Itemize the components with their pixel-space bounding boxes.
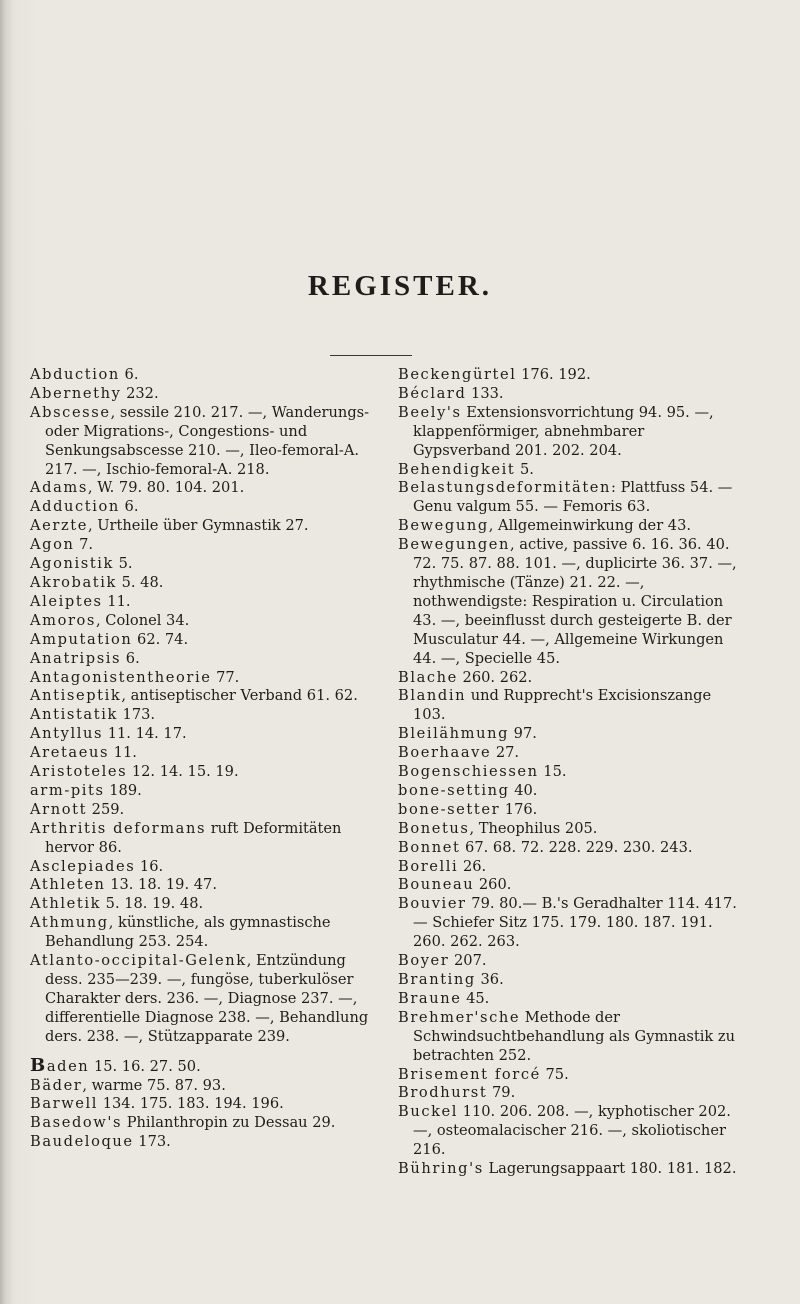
index-entry (398, 669, 743, 688)
index-entry (30, 914, 375, 952)
index-entry-references: ruft Deformitäten hervor 86. (45, 819, 342, 856)
index-entry (30, 1077, 375, 1096)
index-entry-references: 16. (135, 857, 164, 875)
index-entry (30, 536, 375, 555)
index-entry-references: 110. 206. 208. —, kyphotischer 202. —, osteomalacischer 216. —, skoliotischer 216. (413, 1103, 731, 1159)
index-entry (398, 1009, 743, 1066)
index-entry-references: 6. (121, 649, 140, 667)
index-entry-term: Antyllus (30, 725, 104, 743)
index-entry-term: Arnott (30, 800, 88, 818)
index-entry-term: Bühring's (398, 1160, 484, 1178)
index-entry-term: Adams (30, 479, 88, 497)
index-entry-term: Athmung (30, 914, 109, 932)
index-entry (30, 1054, 375, 1077)
index-entry (398, 366, 743, 385)
index-entry (30, 669, 375, 688)
index-entry-references: , Entzündung dess. 235—239. —, fungöse, tuberkulöser Charakter ders. 236. —, Diagnose 237. —, differentielle Diagnose 238. —, Behandlung ders. 238. —, Stützapparate 239. (45, 952, 369, 1045)
index-entry (398, 404, 743, 461)
index-entry-term: Boyer (398, 952, 450, 970)
index-entry-term: Bewegung (398, 517, 489, 535)
index-entry (398, 801, 743, 820)
index-entry (30, 763, 375, 782)
index-entry-references: , active, passive 6. 16. 36. 40. 72. 75. 87. 88. 101. —, duplicirte 36. 37. —, rhythmische (Tänze) 21. 22. —, nothwendigste: Respiration u. Circulation 43. —, beeinflusst durch gesteigerte B. der Musculatur 44. —, Allgemeine Wirkungen 44. —, Specielle 45. (413, 536, 737, 667)
index-entry (30, 744, 375, 763)
index-entry (398, 1084, 743, 1103)
index-entry (30, 612, 375, 631)
index-entry (30, 1095, 375, 1114)
index-entry (398, 1160, 743, 1179)
index-entry-term: Antistatik (30, 706, 118, 724)
index-entry (398, 876, 743, 895)
index-entry-references: , Allgemeinwirkung der 43. (488, 517, 692, 535)
index-entry-references: 40. (509, 781, 538, 799)
index-entry-term: Béclard (398, 384, 467, 402)
index-entry (30, 1114, 375, 1133)
index-entry-term: bone-setting (398, 781, 510, 799)
index-entry (30, 858, 375, 877)
index-entry-references: 173. (117, 706, 156, 724)
index-entry-references: 260. 262. (457, 668, 533, 686)
index-column-left (30, 366, 375, 1152)
index-entry-references: , Urtheile über Gymnastik 27. (87, 517, 309, 535)
index-entry-term: Brisement forcé (398, 1065, 541, 1083)
index-entry-term: arm-pits (30, 781, 105, 799)
index-entry (30, 687, 375, 706)
index-entry-references: , künstliche, als gymnastische Behandlung 253. 254. (45, 914, 331, 951)
index-entry (398, 517, 743, 536)
index-entry-references: 11. 14. 17. (103, 725, 187, 743)
index-entry-references: 260. (474, 876, 512, 894)
index-entry-references: 5. (114, 555, 133, 573)
index-entry-references: , W. 79. 80. 104. 201. (87, 479, 245, 497)
index-entry (30, 820, 375, 858)
index-entry (398, 952, 743, 971)
index-entry-term: Athletik (30, 895, 102, 913)
index-entry-references: 15. 16. 27. 50. (89, 1057, 201, 1075)
index-entry-term: Amoros (30, 611, 97, 629)
index-entry (30, 404, 375, 480)
index-entry-references: 259. (87, 800, 125, 818)
index-entry-term: Atlanto-occipital-Gelenk (30, 952, 247, 970)
index-entry-references: 189. (104, 781, 142, 799)
page-title: REGISTER. (307, 270, 493, 302)
index-entry-references: 134. 175. 183. 194. 196. (98, 1095, 284, 1113)
index-entry (398, 725, 743, 744)
index-entry-term: Bouneau (398, 876, 475, 894)
index-entry-references: , warme 75. 87. 93. (82, 1076, 226, 1094)
index-entry-references: 26. (458, 857, 487, 875)
index-entry (398, 895, 743, 952)
index-entry (30, 517, 375, 536)
index-entry-references: 75. (540, 1065, 569, 1083)
index-entry-references: 6. (119, 498, 139, 516)
index-entry (30, 725, 375, 744)
index-entry-references: 5. 18. 19. 48. (101, 895, 204, 913)
index-entry-term: Asclepiades (30, 857, 136, 875)
index-entry-term: Bogenschiessen (398, 763, 539, 781)
index-entry-term: Beckengürtel (398, 366, 517, 383)
index-entry-term: Beely's (398, 403, 462, 421)
index-entry-references: 176. 192. (516, 366, 591, 383)
index-entry-references: 13. 18. 19. 47. (105, 876, 217, 894)
index-entry (398, 971, 743, 990)
index-entry-references: 15. (538, 763, 567, 781)
index-entry (30, 631, 375, 650)
index-entry-references: 133. (466, 384, 504, 402)
index-entry-term: Abernethy (30, 384, 122, 402)
index-entry (398, 479, 743, 517)
index-entry-references: 79. 80.— B.'s Geradhalter 114. 417. — Schiefer Sitz 175. 179. 180. 187. 191. 260. 262. 263. (413, 895, 737, 951)
index-entry-references: 5. 48. (116, 573, 164, 591)
index-entry-term: Agonistik (30, 555, 114, 573)
index-entry-references: 36. (475, 971, 504, 988)
index-entry (30, 385, 375, 404)
index-entry-term: Bewegungen (398, 536, 511, 554)
index-entry-references: 27. (491, 744, 520, 762)
index-entry-references: 77. (211, 668, 240, 686)
index-entry-term: Amputation (30, 630, 133, 648)
index-entry-term: Bäder (30, 1076, 83, 1094)
index-entry-references: und Rupprecht's Excisionszange 103. (413, 687, 712, 724)
index-entry-term: Brehmer'sche (398, 1008, 521, 1026)
index-entry (30, 555, 375, 574)
index-entry-references: 207. (449, 952, 487, 970)
index-entry-term: Aristoteles (30, 763, 128, 781)
index-entry-term: bone-setter (398, 800, 501, 818)
index-entry-references: 5. (515, 460, 534, 478)
index-entry (398, 763, 743, 782)
index-entry-references: 176. (500, 800, 538, 818)
index-entry (30, 366, 375, 385)
index-entry (398, 839, 743, 858)
index-entry-term: Bleilähmung (398, 725, 510, 743)
index-entry (398, 385, 743, 404)
index-entry-term: Agon (30, 536, 75, 554)
index-entry (398, 782, 743, 801)
section-gap (30, 1047, 375, 1057)
index-entry-references: Methode der Schwindsuchtbehandlung als Gymnastik zu betrachten 252. (413, 1008, 735, 1064)
index-entry-references: 67. 68. 72. 228. 229. 230. 243. (460, 838, 693, 856)
index-entry (30, 498, 375, 517)
index-entry (398, 820, 743, 839)
index-entry (398, 1103, 743, 1160)
index-entry (30, 801, 375, 820)
index-entry-term: Baden (30, 1054, 90, 1076)
index-entry-references: Extensionsvorrichtung 94. 95. —, klappenförmiger, abnehmbarer Gypsverband 201. 202. 204. (413, 403, 714, 459)
index-entry (398, 858, 743, 877)
index-entry-term: Bonnet (398, 838, 461, 856)
index-entry-references: 6. (119, 366, 139, 383)
index-entry-term: Aleiptes (30, 592, 103, 610)
index-entry-term: Athleten (30, 876, 106, 894)
index-entry-references: 62. 74. (132, 630, 189, 648)
index-entry-term: Antagonistentheorie (30, 668, 212, 686)
index-entry (30, 782, 375, 801)
index-entry-references: , sessile 210. 217. —, Wanderungs- oder Migrations-, Congestions- und Senkungsabscesse 210. —, Ileo-femoral-A. 217. —, Ischio-femoral-A. 218. (45, 403, 370, 478)
index-column-right (398, 366, 743, 1179)
index-entry-references: Lagerungsappaart 180. 181. 182. (483, 1160, 737, 1178)
index-entry (398, 744, 743, 763)
index-entry (30, 952, 375, 1047)
index-entry (30, 876, 375, 895)
index-entry (30, 1133, 375, 1152)
index-entry-references: 7. (74, 536, 94, 554)
index-entry-term: Branting (398, 971, 476, 988)
index-entry-references: 97. (509, 725, 537, 743)
index-entry (30, 479, 375, 498)
index-entry-term: Bonetus (398, 819, 470, 837)
index-entry-term: Borelli (398, 857, 459, 875)
index-entry-term: Baudeloque (30, 1133, 134, 1151)
index-entry (398, 687, 743, 725)
title-divider (330, 355, 412, 356)
index-entry-term: Boerhaave (398, 744, 492, 762)
index-entry-references: , Colonel 34. (96, 611, 190, 629)
index-entry-term: Blandin (398, 687, 467, 705)
index-entry-term: Aerzte (30, 517, 88, 535)
index-entry-references: , antiseptischer Verband 61. 62. (121, 687, 358, 705)
index-entry (398, 461, 743, 480)
index-entry-term: Buckel (398, 1103, 459, 1121)
index-entry-references: , Theophilus 205. (469, 819, 598, 837)
index-entry-term: Akrobatik (30, 573, 117, 591)
index-entry (30, 650, 375, 669)
index-entry (30, 706, 375, 725)
index-entry-term: Barwell (30, 1095, 99, 1113)
index-entry-term: Blache (398, 668, 458, 686)
index-entry-references: 12. 14. 15. 19. (127, 763, 239, 781)
index-entry (398, 1066, 743, 1085)
index-entry-references: 45. (461, 989, 490, 1007)
index-entry-references: 232. (121, 384, 159, 402)
index-entry-references: Philanthropin zu Dessau 29. (122, 1114, 336, 1132)
index-entry-term: Aretaeus (30, 744, 110, 762)
index-entry-term: Behendigkeit (398, 460, 516, 478)
index-entry (30, 895, 375, 914)
index-entry (30, 593, 375, 612)
index-entry-references: 79. (487, 1084, 516, 1102)
index-entry-term: Braune (398, 989, 462, 1007)
index-entry-references: 11. (102, 592, 131, 610)
index-entry-term: Abduction (30, 366, 120, 383)
index-entry-term: Bouvier (398, 895, 467, 913)
index-entry-term: Arthritis deformans (30, 819, 207, 837)
index-entry-references: : Plattfuss 54. — Genu valgum 55. — Femoris 63. (413, 479, 733, 516)
index-entry-term: Adduction (30, 498, 120, 516)
index-entry (30, 574, 375, 593)
index-entry-term: Basedow's (30, 1114, 123, 1132)
index-entry-references: 173. (133, 1133, 171, 1151)
index-entry-term: Abscesse (30, 403, 111, 421)
index-entry (398, 536, 743, 668)
index-entry-term: Antiseptik (30, 687, 122, 705)
index-entry (398, 990, 743, 1009)
index-entry-term: Belastungsdeformitäten (398, 479, 612, 497)
index-entry-term: Anatripsis (30, 649, 122, 667)
index-entry-term: Brodhurst (398, 1084, 488, 1102)
index-entry-references: 11. (109, 744, 137, 762)
